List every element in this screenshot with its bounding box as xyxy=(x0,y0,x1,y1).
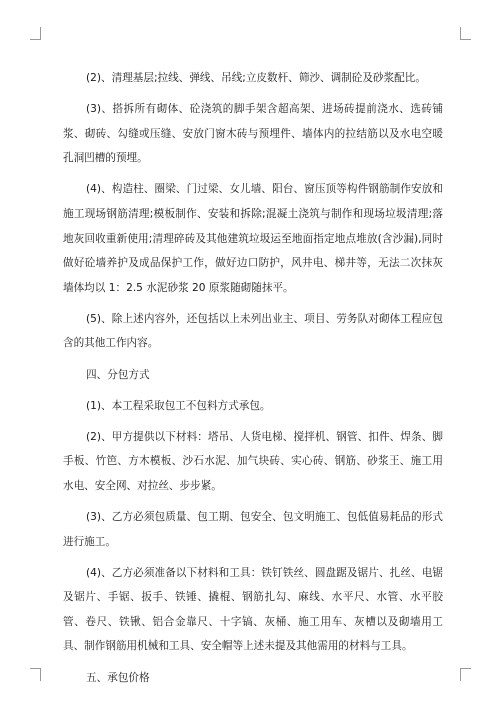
paragraph: (3)、搭拆所有砌体、砼浇筑的脚手架含超高架、进场砖提前浇水、选砖铺浆、砌砖、勾缝或压缝、安放门窗木砖与预埋件、墙体内的拉结筋以及水电空暖孔洞凹槽的预埋。 xyxy=(63,103,443,165)
section-heading: 四、分包方式 xyxy=(86,368,150,381)
crop-mark-top-left xyxy=(30,27,41,40)
paragraph: (2)、清理基层;拉线、弹线、吊线;立皮数杆、筛沙、调制砼及砂浆配比。 xyxy=(86,72,426,84)
paragraph: (2)、甲方提供以下材料：塔吊、人货电梯、搅拌机、钢管、扣件、焊条、脚手板、竹笆、方木模板、沙石水泥、加气块砖、实心砖、钢筋、砂浆王、施工用水电、安全网、对拉丝、步步紧。 xyxy=(63,430,443,492)
paragraph: (1)、本工程采取包工不包料方式承包。 xyxy=(86,399,271,412)
crop-mark-top-right xyxy=(460,27,471,40)
paragraph: (4)、构造柱、圈梁、门过梁、女儿墙、阳台、窗压顶等构件钢筋制作安放和施工现场钢筋清理;模板制作、安装和拆除;混凝土浇筑与制作和现场垃圾清理;落地灰回收重新使用;清理碎砖及其他建筑垃圾运至地面指定地点堆放(含沙漏),同时做好砼墙养护及成品保护工作，做好边口防护，风井电、梯井等，无法二次抹灰墙体均以 1：2.5 水泥砂浆 20 原浆随砌随抹平。 xyxy=(63,183,443,294)
crop-mark-bottom-right xyxy=(460,668,471,681)
paragraph: (5)、除上述内容外，还包括以上未列出业主、项目、劳务队对砌体工程应包含的其他工作内容。 xyxy=(63,312,443,350)
paragraph: (4)、乙方必须准备以下材料和工具：铁钉铁丝、圆盘踞及锯片、扎丝、电锯及锯片、手锯、扳手、铁锤、撬棍、钢筋扎勾、麻线、水平尺、水管、水平胶管、卷尺、铁锹、铝合金靠尺、十字镐、灰桶、施工用车、灰槽以及砌墙用工具、制作钢筋用机械和工具、安全帽等上述未提及其他需用的材料与工具。 xyxy=(63,566,443,653)
crop-mark-bottom-left xyxy=(30,668,41,681)
paragraph: (3)、乙方必须包质量、包工期、包安全、包文明施工、包低值易耗品的形式进行施工。 xyxy=(63,511,443,548)
document-body xyxy=(63,66,443,697)
section-heading: 五、承包价格 xyxy=(86,671,150,684)
